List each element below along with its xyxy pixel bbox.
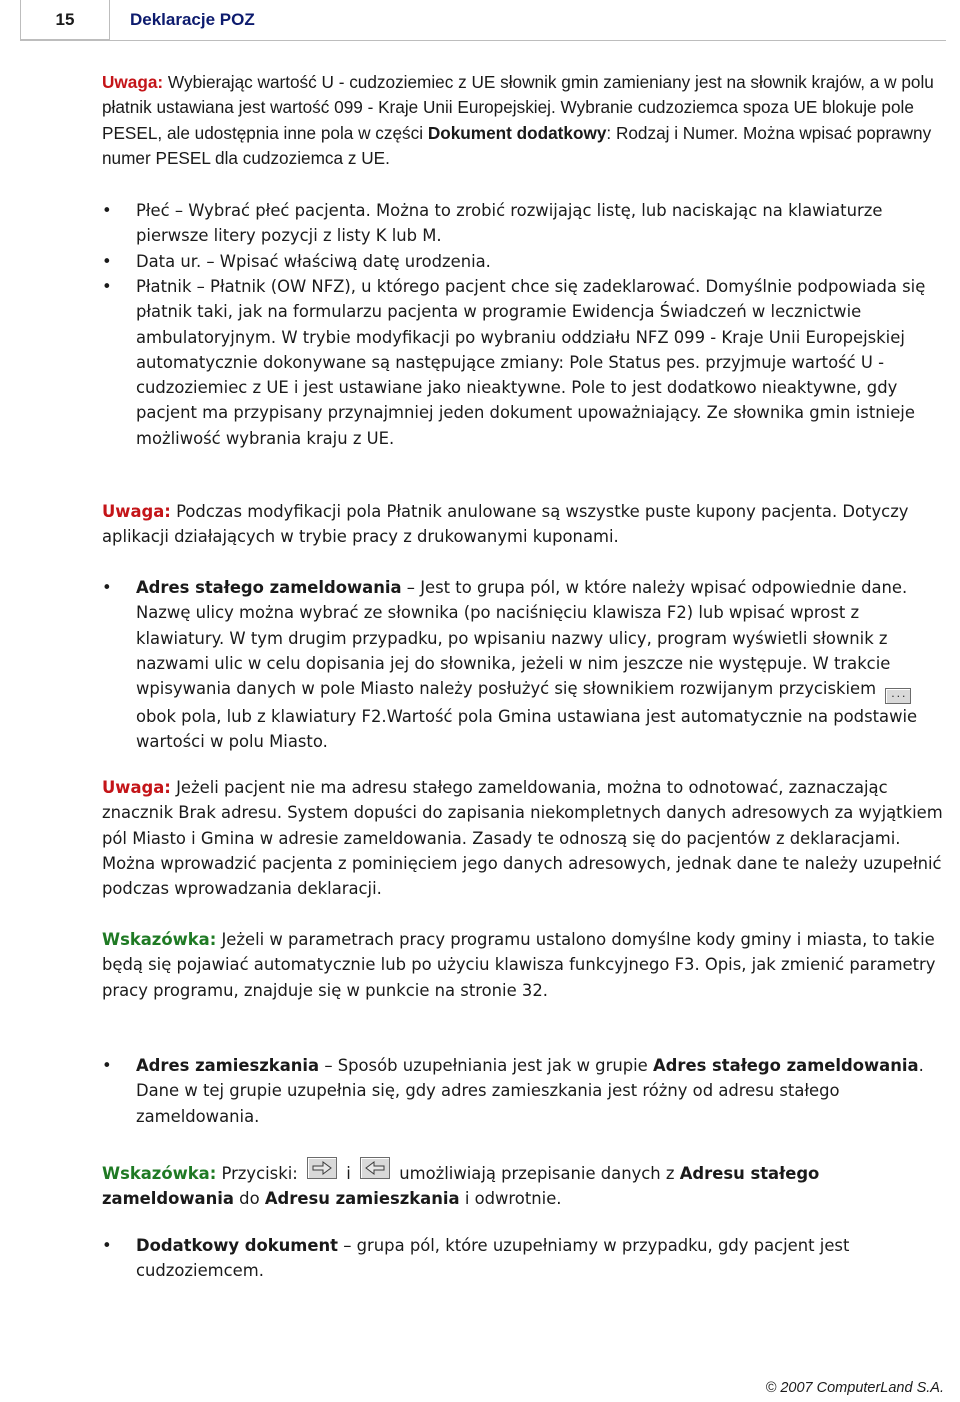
page-number: 15	[20, 0, 110, 40]
list-item-text: Data ur. – Wpisać właściwą datę urodzenia.	[136, 252, 491, 271]
bold-term: Adresu zamieszkania	[264, 1189, 460, 1209]
note-paragraph-2	[102, 499, 947, 550]
bullet-icon: •	[102, 277, 112, 296]
page-header	[20, 0, 946, 41]
note-paragraph-3	[102, 775, 947, 901]
bullet-icon: •	[102, 201, 112, 220]
document-title: Deklaracje POZ	[130, 10, 255, 29]
bullet-icon: •	[102, 252, 112, 271]
dropdown-dots-button-icon: ...	[885, 688, 911, 704]
copy-right-arrow-icon	[307, 1157, 337, 1179]
list-item-text: obok pola, lub z klawiatury F2.Wartość pola Gmina ustawiana jest automatycznie na podstawie wartości w polu Miasto.	[136, 707, 918, 752]
list-item-data-ur	[102, 249, 947, 274]
tip-text: Jeżeli w parametrach pracy programu ustalono domyślne kody gminy i miasta, to takie będą się pojawiać automatycznie lub po użyciu klawisza funkcyjnego F3. Opis, jak zmienić parametry pracy programu, znajduje się w punkcie na stronie 32.	[102, 930, 936, 1000]
tip-text: Przyciski:	[216, 1164, 298, 1183]
tip-text: do	[233, 1189, 265, 1209]
warning-label: Uwaga:	[102, 502, 171, 521]
tip-paragraph-2	[102, 1157, 947, 1212]
note-text: Podczas modyfikacji pola Płatnik anulowane są wszystke puste kupony pacjenta. Dotyczy aplikacji działających w trybie pracy z drukowanymi kuponami.	[102, 502, 909, 547]
list-item-adres-zamieszkania	[102, 1053, 947, 1129]
copy-left-arrow-icon	[360, 1157, 390, 1179]
list-item-text: Płatnik – Płatnik (OW NFZ), u którego pacjent chce się zadeklarować. Domyślnie podpowiada się płatnik taki, jak na formularzu pacjenta w programie Ewidencja Świadczeń w lecznictwie ambulatoryjnym. W trybie modyfikacji po wybraniu oddziału NFZ 099 - Kraje Unii Europejskiej automatycznie dokonywane są następujące zmiany: Pole Status pes. przyjmuje wartość U - cudzoziemiec z UE i jest ustawiane jako nieaktywne. Pole to jest dodatkowo nieaktywne, gdy pacjent ma przypisany przynajmniej jeden dokument upoważniający. Ze słownika gmin istnieje możliwość wybrania kraju z UE.	[136, 277, 926, 448]
list-item-title: Dodatkowy dokument	[136, 1236, 339, 1255]
list-item-text: Płeć – Wybrać płeć pacjenta. Można to zrobić rozwijając listę, lub naciskając na klawiaturze pierwsze litery pozycji z listy K lub M.	[136, 201, 883, 246]
note-text: Jeżeli pacjent nie ma adresu stałego zameldowania, można to odnotować, zaznaczając znacznik Brak adresu. System dopuści do zapisania niekompletnych danych adresowych za wyjątkiem pól Miasto i Gmina w adresie zameldowania. Zasady te odnoszą się do pacjentów z deklaracjami. Można wprowadzić pacjenta z pominięciem jego danych adresowych, jednak dane te należy uzupełnić podczas wprowadzania deklaracji.	[102, 778, 943, 899]
list-item-title: Adres zamieszkania	[136, 1056, 320, 1075]
note-text: Wybierając wartość U - cudzoziemiec z UE słownik gmin zamieniany jest na słownik krajów, a w polu płatnik ustawiana jest wartość 099 - Kraje Unii Europejskiej. Wybranie cudzoziemca spoza UE blokuje pole PESEL, ale udostępnia inne pola w części	[102, 72, 934, 143]
tip-text: i	[346, 1164, 351, 1183]
tip-paragraph-1	[102, 927, 947, 1003]
tip-text: i odwrotnie.	[459, 1189, 562, 1209]
warning-label: Uwaga:	[102, 778, 171, 797]
list-item-plec	[102, 198, 947, 249]
warning-label: Uwaga:	[102, 72, 164, 92]
bold-term: Adresu stałego zameldowania	[102, 1164, 820, 1209]
copyright-footer: © 2007 ComputerLand S.A.	[765, 1380, 944, 1396]
bullet-icon: •	[102, 1056, 112, 1075]
list-item-text: – grupa pól, które uzupełniamy w przypadku, gdy pacjent jest cudzoziemcem.	[136, 1236, 850, 1281]
note-paragraph-1	[102, 70, 947, 171]
list-item-text: . Dane w tej grupie uzupełnia się, gdy adres zamieszkania jest różny od adresu stałego zameldowania.	[136, 1056, 924, 1126]
bold-term: Adres stałego zameldowania	[652, 1056, 919, 1075]
list-item-title: Adres stałego zameldowania	[136, 578, 402, 597]
tip-label: Wskazówka:	[102, 1164, 217, 1183]
list-item-platnik	[102, 274, 947, 451]
list-item-adres-stalego	[102, 575, 947, 755]
tip-text: umożliwiają przepisanie danych z	[399, 1164, 680, 1183]
bullet-icon: •	[102, 1236, 112, 1255]
list-item-text: – Jest to grupa pól, w które należy wpisać odpowiednie dane. Nazwę ulicy można wybrać ze słownika (po naciśnięciu klawisza F2) lub wpisać wprost z klawiatury. W tym drugim przypadku, po wpisaniu nazwy ulicy, program wyświetli słownik z nazwami ulic w celu dopisania jej do słownika, jeżeli w nim jeszcze nie występuje. W trakcie wpisywania danych w pole Miasto należy posłużyć się słownikiem rozwijanym przyciskiem	[136, 578, 908, 699]
list-item-dodatkowy-dokument	[102, 1233, 947, 1284]
list-item-text: – Sposób uzupełniania jest jak w grupie	[319, 1056, 653, 1075]
note-text: : Rodzaj i Numer. Można wpisać poprawny numer PESEL dla cudzoziemca z UE.	[102, 122, 932, 168]
tip-label: Wskazówka:	[102, 930, 217, 949]
bullet-icon: •	[102, 578, 112, 597]
bold-term: Dokument dodatkowy	[427, 122, 607, 143]
